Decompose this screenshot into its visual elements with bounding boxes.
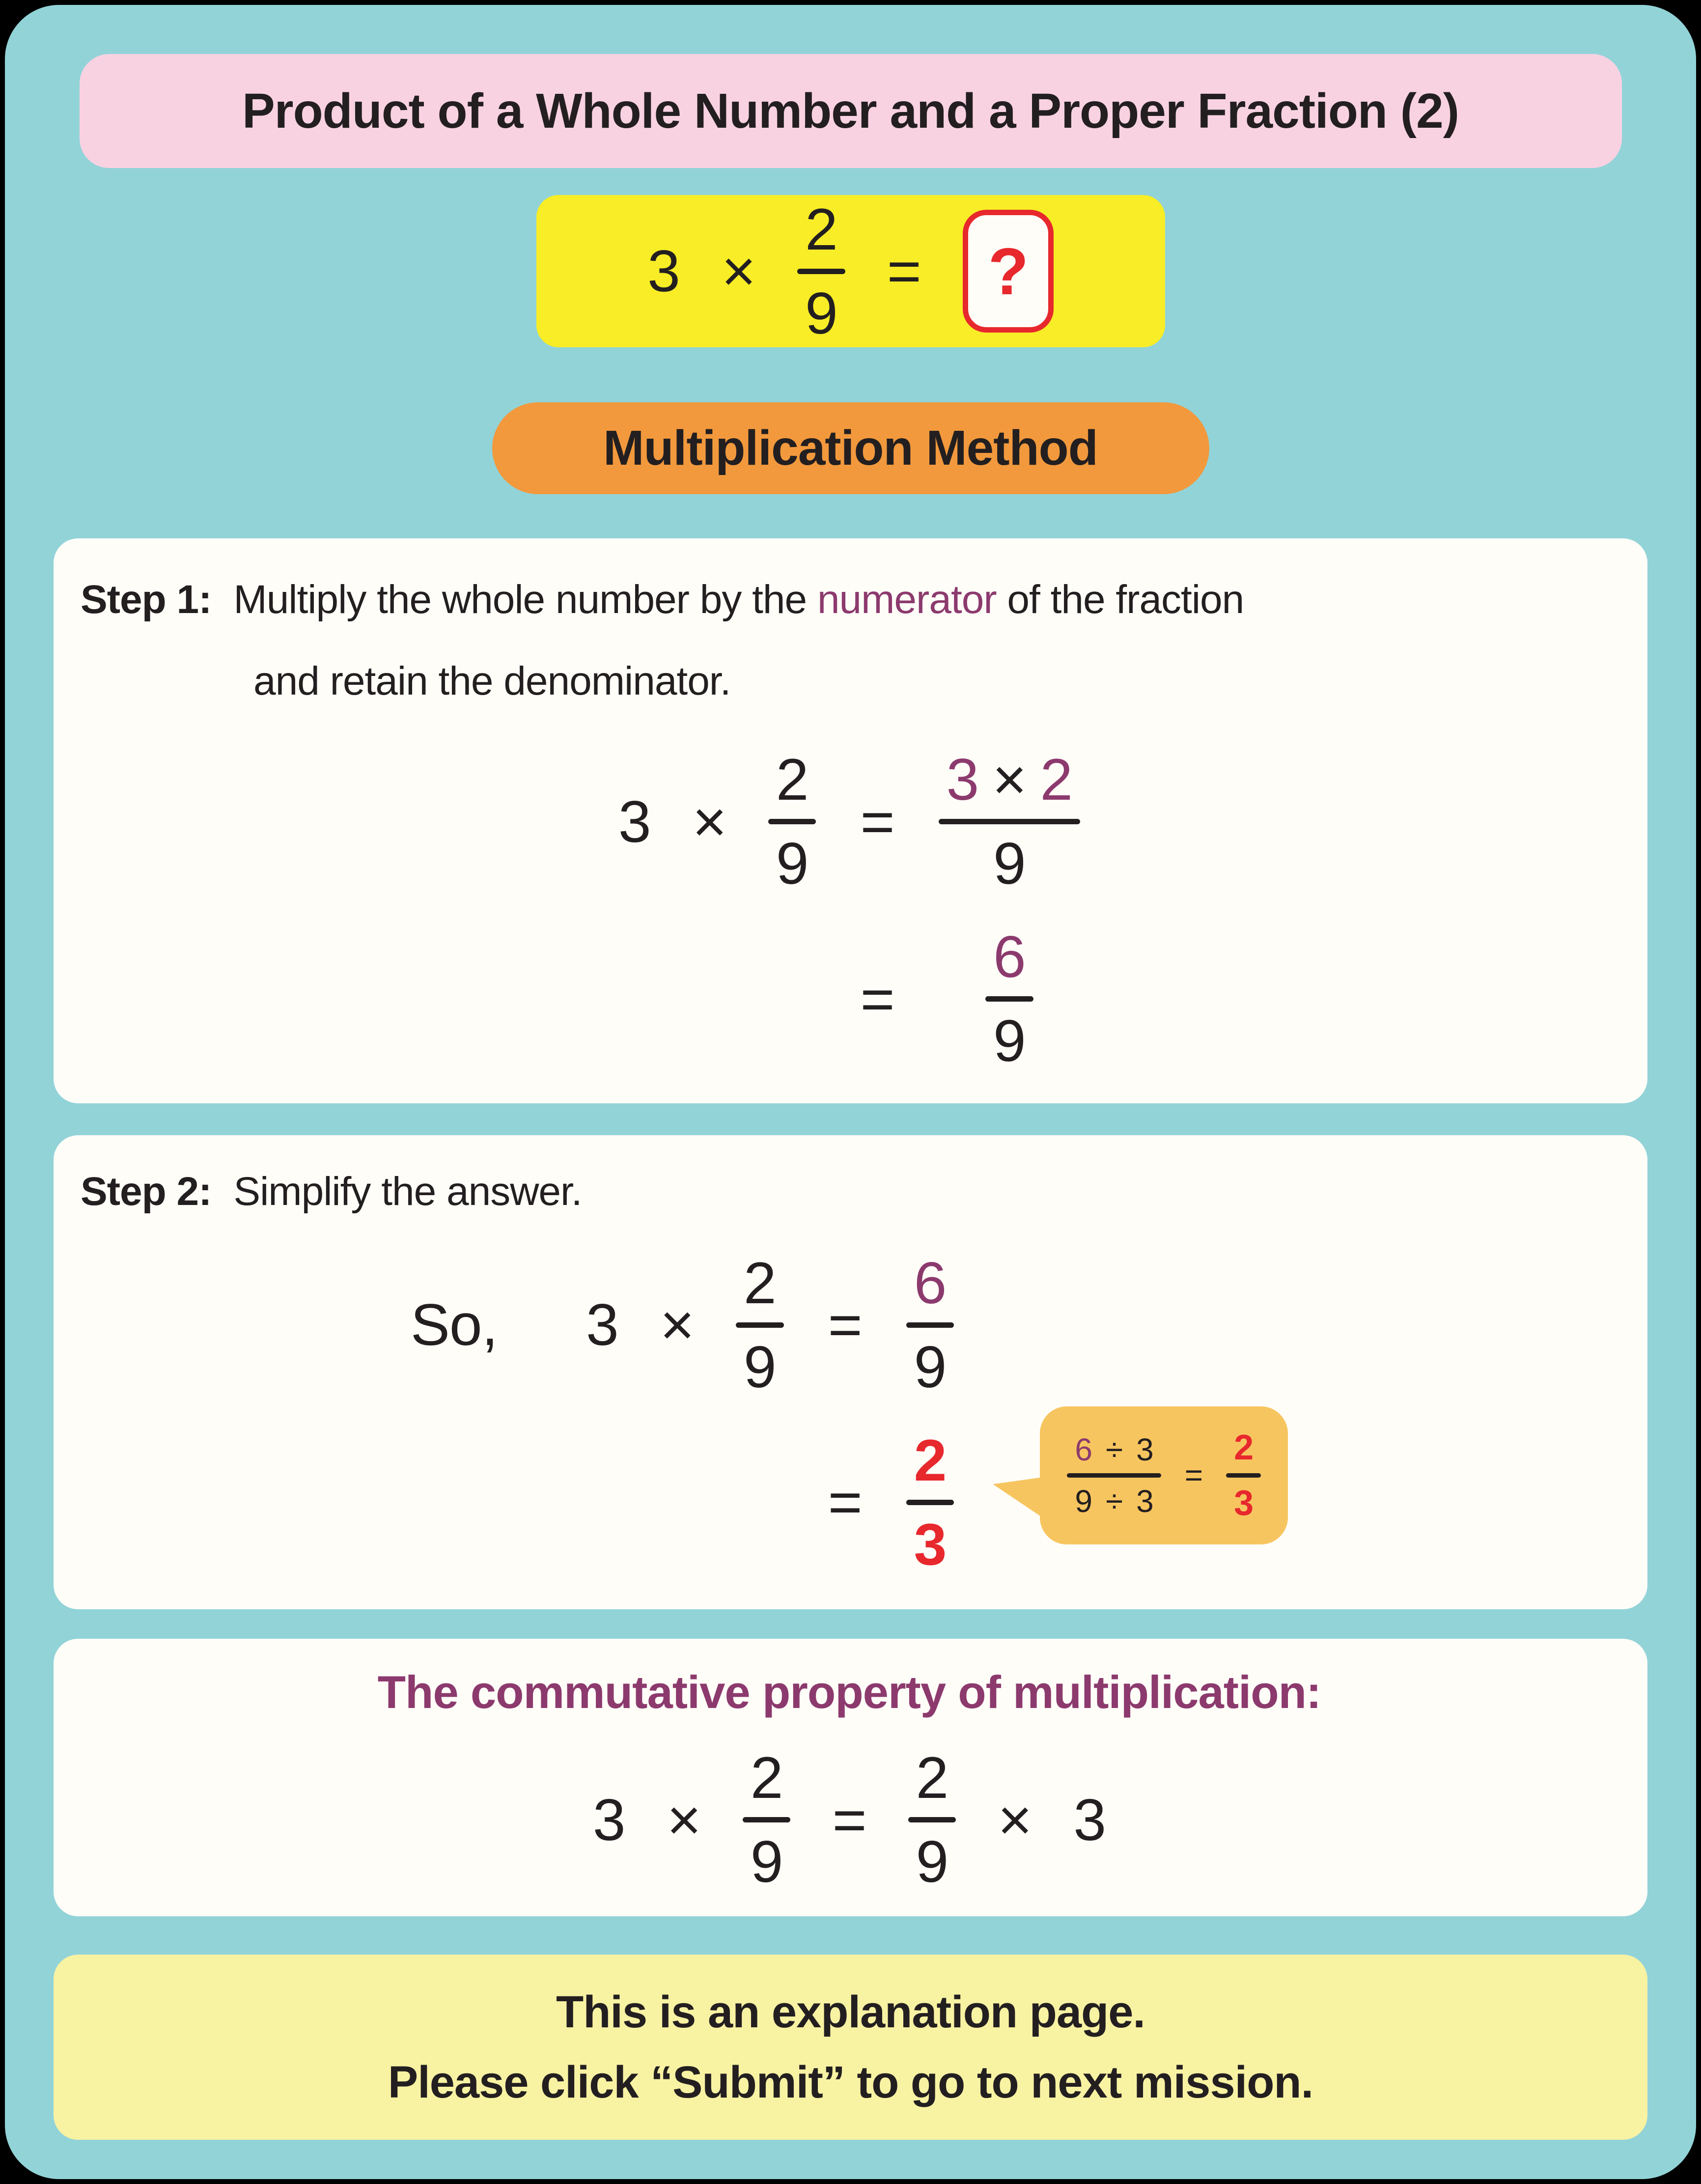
fraction-numerator: 2 [805, 196, 837, 262]
step2-line [81, 1165, 1618, 1219]
divisor: 3 [1136, 1431, 1153, 1467]
fraction-numerator: 2 [776, 747, 809, 813]
footer-line2: Please click “Submit” to go to next mission. [388, 2057, 1313, 2107]
step1-equations [81, 747, 1618, 1074]
equals-sign: = [832, 1787, 866, 1853]
fraction [768, 747, 816, 897]
step2-eq1-rhs [906, 1250, 954, 1400]
fraction-bar [736, 1322, 784, 1328]
divide-sign: ÷ [1105, 1431, 1123, 1467]
numerator-value: 6 [1075, 1431, 1092, 1467]
page-title: Product of a Whole Number and a Proper Fraction (2) [242, 83, 1459, 139]
multiply-sign: × [721, 238, 755, 304]
fraction-numerator: 2 [916, 1745, 948, 1811]
method-banner [492, 402, 1209, 494]
footer-line1: This is an explanation page. [556, 1987, 1145, 2037]
step2-text: Simplify the answer. [233, 1169, 582, 1214]
fraction-bar [1226, 1473, 1261, 1478]
fraction-bar [908, 1817, 956, 1822]
fraction-bar [985, 996, 1033, 1002]
fraction-numerator: 6 [993, 924, 1026, 990]
fraction-numerator: 6 [914, 1250, 947, 1316]
equals-sign: = [828, 1292, 862, 1358]
step1-eq2-rhs [985, 924, 1033, 1074]
commutative-heading: The commutative property of multiplication: [377, 1666, 1321, 1718]
multiply-sign: × [992, 747, 1027, 813]
step1-text-after: of the fraction [996, 577, 1244, 622]
fraction-denominator: 9 [750, 1829, 783, 1895]
fraction-bar [906, 1500, 954, 1505]
fraction-bar [743, 1817, 791, 1822]
step1-line1 [81, 573, 1618, 627]
fraction-denominator: 9 [776, 831, 809, 897]
fraction-denominator [1067, 1485, 1161, 1517]
fraction-denominator: 9 [743, 1334, 776, 1400]
step2-eq2-rhs [906, 1427, 1288, 1577]
step2-equations [81, 1250, 1618, 1577]
step1-eq1-rhs [939, 747, 1081, 897]
result-fraction [939, 747, 1081, 897]
method-banner-label: Multiplication Method [603, 420, 1098, 476]
fraction [908, 1745, 956, 1895]
step2-card [54, 1135, 1647, 1609]
unknown-answer-box [963, 210, 1054, 333]
step1-card [54, 538, 1647, 1103]
fraction-numerator [939, 747, 1081, 813]
so-label: So, [410, 1292, 498, 1358]
step1-highlight-numerator: numerator [817, 577, 997, 622]
result-fraction [985, 924, 1033, 1074]
multiply-sign: × [692, 788, 726, 855]
fraction-bar [906, 1322, 954, 1328]
numerator-factor-2: 2 [1040, 747, 1073, 813]
question-mark: ? [988, 234, 1029, 308]
equals-sign: = [860, 788, 894, 855]
whole-number: 3 [592, 1787, 625, 1853]
fraction-numerator [1067, 1431, 1161, 1467]
fraction-bar [797, 269, 845, 274]
whole-number: 3 [618, 788, 651, 855]
commutative-equation [81, 1745, 1618, 1895]
step1-label: Step 1: [81, 577, 212, 622]
fraction-denominator: 9 [914, 1334, 947, 1400]
equals-sign: = [860, 966, 894, 1032]
whole-number: 3 [586, 1292, 618, 1358]
problem-whole-number: 3 [647, 238, 680, 304]
fraction-denominator: 9 [805, 280, 837, 346]
title-banner [80, 54, 1622, 168]
numerator-factor-1: 3 [946, 747, 979, 813]
fraction-bar [939, 819, 1081, 824]
fraction [743, 1745, 791, 1895]
multiply-sign: × [660, 1292, 694, 1358]
denominator-value: 9 [1075, 1483, 1092, 1519]
multiply-sign: × [667, 1787, 701, 1853]
fraction-numerator: 2 [743, 1250, 776, 1316]
fraction-denominator: 3 [914, 1511, 947, 1577]
whole-number: 3 [1073, 1787, 1106, 1853]
fraction [736, 1250, 784, 1400]
simplify-callout-bubble [1040, 1406, 1288, 1544]
result-fraction [906, 1250, 954, 1400]
step1-line2: and retain the denominator. [253, 658, 731, 703]
equals-sign: = [1184, 1457, 1203, 1493]
divide-sign: ÷ [1105, 1483, 1123, 1519]
problem-fraction [797, 196, 845, 346]
step2-eq1-lhs [410, 1250, 784, 1400]
division-fraction [1067, 1431, 1161, 1519]
step1-text-before: Multiply the whole number by the [233, 577, 817, 622]
fraction-denominator: 9 [993, 1008, 1026, 1074]
multiply-sign: × [998, 1787, 1032, 1853]
step1-eq1-lhs [618, 747, 816, 897]
fraction-denominator: 3 [1234, 1483, 1254, 1523]
fraction-bar [768, 819, 816, 824]
problem-box [536, 195, 1165, 347]
step2-label: Step 2: [81, 1169, 212, 1214]
divisor: 3 [1136, 1483, 1153, 1519]
footer-note [54, 1955, 1647, 2140]
result-fraction [1226, 1430, 1261, 1521]
fraction-bar [1067, 1473, 1161, 1478]
fraction-numerator: 2 [750, 1745, 783, 1811]
equals-sign: = [828, 1469, 862, 1536]
equals-sign: = [887, 238, 921, 304]
fraction-denominator: 9 [916, 1829, 948, 1895]
fraction-numerator: 2 [1234, 1428, 1254, 1467]
fraction-numerator: 2 [914, 1427, 947, 1493]
simplified-fraction [906, 1427, 954, 1577]
page-panel [5, 5, 1696, 2179]
fraction-denominator: 9 [993, 831, 1026, 897]
commutative-card [54, 1639, 1647, 1916]
